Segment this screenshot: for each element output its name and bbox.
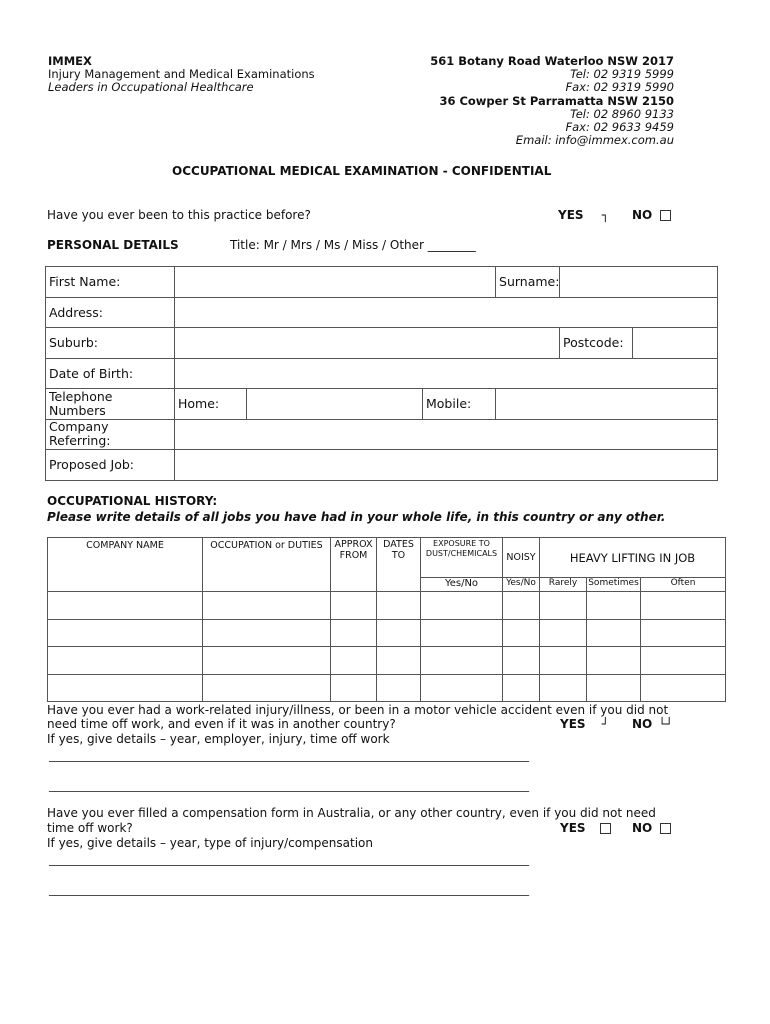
company-referring-field[interactable] [175, 419, 718, 450]
tel-waterloo: Tel: 02 9319 5999 [570, 67, 674, 82]
job-cell[interactable] [203, 647, 331, 675]
org-subtitle: Injury Management and Medical Examinations [48, 67, 315, 81]
injury-no-label: NO [632, 717, 653, 731]
telephone-label: Telephone Numbers [46, 389, 175, 420]
job-cell[interactable] [641, 674, 726, 702]
address-label: Address: [46, 297, 175, 328]
injury-no-checkbox[interactable]: └┘ [658, 717, 673, 731]
job-cell[interactable] [331, 647, 377, 675]
first-name-label: First Name: [46, 267, 175, 298]
mobile-field[interactable] [496, 389, 718, 420]
col-exposure-yesno: Yes/No [421, 578, 503, 592]
job-cell[interactable] [203, 674, 331, 702]
personal-details-table [45, 266, 718, 481]
job-cell[interactable] [641, 592, 726, 620]
org-tagline: Leaders in Occupational Healthcare [48, 80, 254, 94]
compensation-no-label: NO [632, 821, 653, 835]
job-cell[interactable] [377, 619, 421, 647]
mobile-label: Mobile: [423, 389, 496, 420]
address-parramatta: 36 Cowper St Parramatta NSW 2150 [439, 93, 674, 108]
occupational-history-table [47, 537, 726, 702]
fax-parramatta: Fax: 02 9633 9459 [565, 120, 674, 135]
practice-no-label: NO [632, 208, 653, 222]
practice-question: Have you ever been to this practice before? [47, 208, 311, 222]
header-left [48, 55, 315, 94]
practice-yes-checkbox[interactable]: ┐ [601, 208, 609, 222]
surname-label: Surname: [496, 267, 560, 298]
occupational-heading: OCCUPATIONAL HISTORY: [47, 494, 218, 508]
col-rarely: Rarely [540, 578, 587, 592]
injury-yes-label: YES [560, 717, 586, 731]
col-exposure: EXPOSURE TO DUST/CHEMICALS [421, 538, 503, 578]
injury-no [632, 717, 673, 731]
injury-question-line1: Have you ever had a work-related injury/illness, or been in a motor vehicle accident even if you did not [47, 703, 669, 717]
title-line[interactable]: Title: Mr / Mrs / Ms / Miss / Other ________ [230, 238, 476, 252]
dob-field[interactable] [175, 358, 718, 389]
job-cell[interactable] [421, 647, 503, 675]
injury-details-line[interactable]: ________________________________________________________________________________ [49, 778, 529, 792]
proposed-job-field[interactable] [175, 450, 718, 481]
occupational-instruction: Please write details of all jobs you have had in your whole life, in this country or any other. [47, 510, 666, 524]
job-cell[interactable] [331, 674, 377, 702]
job-cell[interactable] [540, 674, 587, 702]
job-cell[interactable] [48, 592, 203, 620]
dob-label: Date of Birth: [46, 358, 175, 389]
header-right [430, 55, 674, 147]
job-row [48, 619, 726, 647]
job-cell[interactable] [641, 647, 726, 675]
injury-details-prompt: If yes, give details – year, employer, injury, time off work [47, 732, 390, 746]
col-heavy-lifting: HEAVY LIFTING IN JOB [540, 538, 726, 578]
tel-parramatta: Tel: 02 8960 9133 [570, 106, 674, 121]
practice-yes [558, 208, 609, 222]
job-cell[interactable] [377, 592, 421, 620]
first-name-field[interactable] [175, 267, 496, 298]
org-name: IMMEX [48, 54, 92, 68]
job-cell[interactable] [48, 647, 203, 675]
injury-details-line[interactable]: ________________________________________________________________________________ [49, 748, 529, 762]
job-cell[interactable] [421, 592, 503, 620]
job-cell[interactable] [377, 674, 421, 702]
address-field[interactable] [175, 297, 718, 328]
compensation-details-line[interactable]: ________________________________________________________________________________ [49, 852, 529, 866]
personal-details-heading: PERSONAL DETAILS [47, 238, 179, 252]
injury-yes [560, 717, 609, 731]
job-cell[interactable] [540, 592, 587, 620]
suburb-field[interactable] [175, 328, 560, 359]
job-cell[interactable] [503, 592, 540, 620]
injury-question-line2: need time off work, and even if it was in another country? [47, 717, 396, 731]
surname-field[interactable] [560, 267, 718, 298]
col-company-name: COMPANY NAME [48, 538, 203, 592]
company-referring-label: Company Referring: [46, 419, 175, 450]
home-field[interactable] [247, 389, 423, 420]
job-cell[interactable] [48, 619, 203, 647]
job-cell[interactable] [540, 647, 587, 675]
suburb-label: Suburb: [46, 328, 175, 359]
postcode-label: Postcode: [560, 328, 633, 359]
col-sometimes: Sometimes [587, 578, 641, 592]
col-approx-from: APPROX FROM [331, 538, 377, 592]
job-cell[interactable] [587, 592, 641, 620]
practice-no-checkbox[interactable] [660, 210, 671, 221]
job-cell[interactable] [503, 647, 540, 675]
compensation-yes [560, 821, 611, 835]
job-cell[interactable] [587, 674, 641, 702]
fax-waterloo: Fax: 02 9319 5990 [565, 80, 674, 95]
job-cell[interactable] [421, 619, 503, 647]
compensation-yes-checkbox[interactable] [600, 823, 611, 834]
practice-no [632, 208, 671, 222]
job-row [48, 647, 726, 675]
col-noisy-yesno: Yes/No [503, 578, 540, 592]
compensation-no [632, 821, 671, 835]
address-waterloo: 561 Botany Road Waterloo NSW 2017 [430, 54, 674, 68]
job-cell[interactable] [48, 674, 203, 702]
col-occupation: OCCUPATION or DUTIES [203, 538, 331, 592]
job-row [48, 674, 726, 702]
compensation-question-line2: time off work? [47, 821, 133, 835]
job-cell[interactable] [203, 619, 331, 647]
compensation-details-prompt: If yes, give details – year, type of injury/compensation [47, 836, 373, 850]
postcode-field[interactable] [633, 328, 718, 359]
job-cell[interactable] [641, 619, 726, 647]
col-often: Often [641, 578, 726, 592]
col-dates-to: DATES TO [377, 538, 421, 592]
compensation-details-line[interactable]: ________________________________________________________________________________ [49, 882, 529, 896]
job-row [48, 592, 726, 620]
job-cell[interactable] [331, 592, 377, 620]
job-cell[interactable] [587, 647, 641, 675]
injury-yes-checkbox[interactable]: ┘ [601, 717, 609, 731]
practice-yes-label: YES [558, 208, 584, 222]
job-cell[interactable] [587, 619, 641, 647]
job-cell[interactable] [203, 592, 331, 620]
page-title: OCCUPATIONAL MEDICAL EXAMINATION - CONFIDENTIAL [172, 164, 552, 178]
job-cell[interactable] [377, 647, 421, 675]
job-cell[interactable] [421, 674, 503, 702]
job-cell[interactable] [503, 619, 540, 647]
col-noisy: NOISY [503, 538, 540, 578]
job-cell[interactable] [331, 619, 377, 647]
home-label: Home: [175, 389, 247, 420]
compensation-yes-label: YES [560, 821, 586, 835]
proposed-job-label: Proposed Job: [46, 450, 175, 481]
job-cell[interactable] [540, 619, 587, 647]
email: Email: info@immex.com.au [515, 133, 674, 148]
compensation-question-line1: Have you ever filled a compensation form in Australia, or any other country, even if you did not need [47, 806, 656, 820]
compensation-no-checkbox[interactable] [660, 823, 671, 834]
job-cell[interactable] [503, 674, 540, 702]
